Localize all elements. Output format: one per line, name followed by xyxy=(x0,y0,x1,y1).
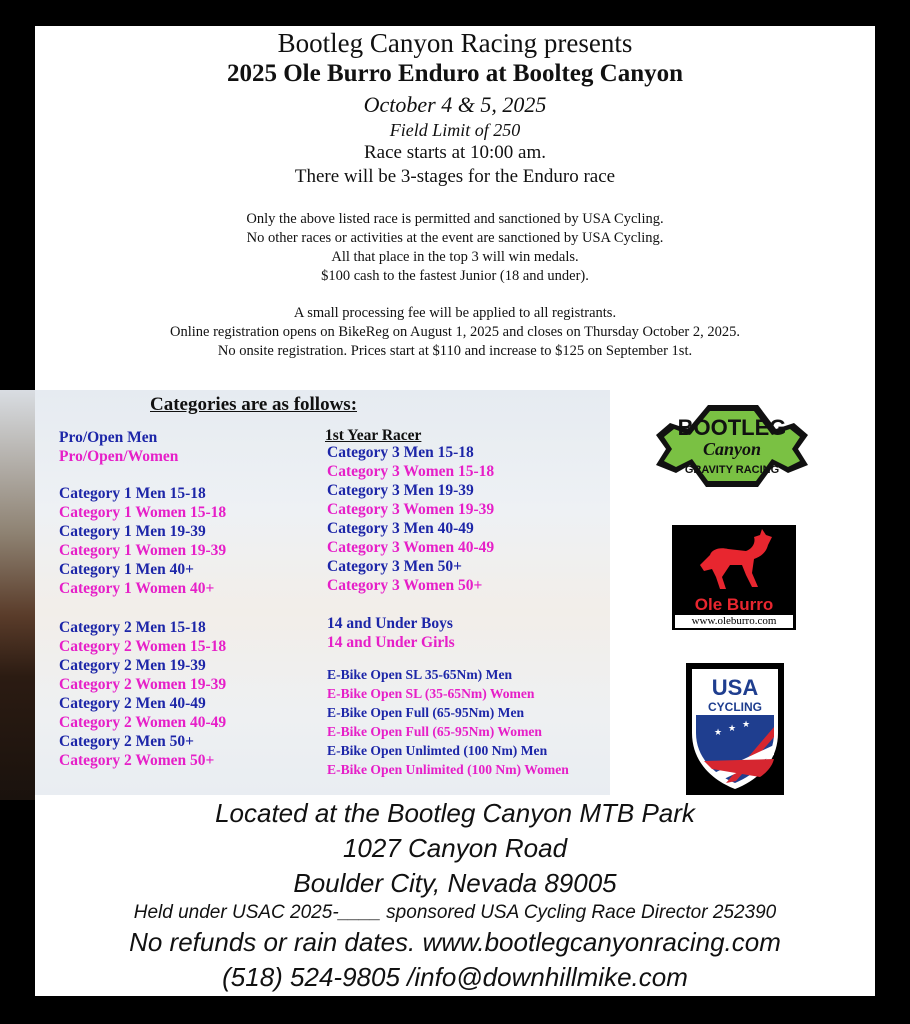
categories-panel xyxy=(35,390,610,795)
category-item: Category 3 Women 19-39 xyxy=(327,501,495,518)
category-item: Category 3 Men 40-49 xyxy=(327,520,474,537)
category-item: Category 1 Men 40+ xyxy=(59,561,194,578)
presents-line: Bootleg Canyon Racing presents xyxy=(277,28,633,58)
category-item: Category 2 Women 15-18 xyxy=(59,638,227,655)
category-item: Category 1 Women 19-39 xyxy=(59,542,227,559)
category-item: Category 3 Men 50+ xyxy=(327,558,462,575)
background-photo-edge xyxy=(0,390,35,800)
event-date: October 4 & 5, 2025 xyxy=(363,92,547,117)
cycling-text: CYCLING xyxy=(708,700,762,714)
race-stages: There will be 3-stages for the Enduro race xyxy=(294,166,616,187)
registration-line: No onsite registration. Prices start at $110 and increase to $125 on September 1st. xyxy=(217,343,693,359)
category-item: Category 2 Women 50+ xyxy=(59,752,215,769)
star-icon: ★ xyxy=(714,728,723,738)
category-item: E-Bike Open Full (65-95Nm) Men xyxy=(327,705,525,720)
category-item: E-Bike Open Unlimited (100 Nm) Women xyxy=(327,762,569,777)
category-item: E-Bike Open Full (65-95Nm) Women xyxy=(327,724,542,739)
note-line: Only the above listed race is permitted and sanctioned by USA Cycling. xyxy=(246,211,664,227)
category-item: E-Bike Open SL 35-65Nm) Men xyxy=(327,667,513,682)
category-item: Category 2 Men 19-39 xyxy=(59,657,206,674)
note-line: All that place in the top 3 will win medals. xyxy=(331,249,579,265)
usa-text: USA xyxy=(711,675,759,700)
ole-burro-logo xyxy=(672,525,796,630)
category-item: E-Bike Open Unlimted (100 Nm) Men xyxy=(327,743,548,758)
category-item: Category 2 Men 50+ xyxy=(59,733,194,750)
registration-line: A small processing fee will be applied to all registrants. xyxy=(293,305,617,321)
bootleg-mid-text: Canyon xyxy=(702,439,762,459)
category-item: Category 1 Women 15-18 xyxy=(59,504,227,521)
registration-line: Online registration opens on BikeReg on August 1, 2025 and closes on Thursday October 2, 2025. xyxy=(170,324,740,340)
category-item: E-Bike Open SL (35-65Nm) Women xyxy=(327,686,535,701)
first-year-heading: 1st Year Racer xyxy=(325,427,422,444)
category-item: Category 1 Women 40+ xyxy=(59,580,215,597)
city-line: Boulder City, Nevada 89005 xyxy=(293,868,617,898)
star-icon: ★ xyxy=(742,720,751,730)
category-item: Category 3 Men 15-18 xyxy=(327,444,474,461)
refunds-line: No refunds or rain dates. www.bootlegcanyonracing.com xyxy=(129,927,781,957)
category-item: Category 2 Men 40-49 xyxy=(59,695,206,712)
category-item: 14 and Under Girls xyxy=(327,634,455,651)
category-item: Category 3 Women 15-18 xyxy=(327,463,495,480)
bootleg-bottom-text: GRAVITY RACING xyxy=(684,464,780,476)
star-icon: ★ xyxy=(728,724,737,734)
street-line: 1027 Canyon Road xyxy=(342,833,568,863)
category-item: Category 2 Men 15-18 xyxy=(59,619,206,636)
category-item: Category 3 Women 40-49 xyxy=(327,539,495,556)
bootleg-top-text: BOOTLEG xyxy=(677,415,787,440)
event-title: 2025 Ole Burro Enduro at Boolteg Canyon xyxy=(226,60,684,87)
category-item: Category 1 Men 15-18 xyxy=(59,485,206,502)
note-line: $100 cash to the fastest Junior (18 and under). xyxy=(321,268,589,284)
bootleg-canyon-logo xyxy=(648,395,816,495)
location-line: Located at the Bootleg Canyon MTB Park xyxy=(215,798,695,828)
category-item: 14 and Under Boys xyxy=(327,615,453,632)
note-line: No other races or activities at the event are sanctioned by USA Cycling. xyxy=(246,230,664,246)
category-item: Category 1 Men 19-39 xyxy=(59,523,206,540)
category-item: Pro/Open Men xyxy=(59,429,158,446)
category-item: Category 2 Women 19-39 xyxy=(59,676,227,693)
ole-burro-url: www.oleburro.com xyxy=(675,615,793,628)
race-start: Race starts at 10:00 am. xyxy=(363,142,547,163)
category-item: Category 3 Women 50+ xyxy=(327,577,483,594)
burro-icon xyxy=(672,525,796,595)
usac-line: Held under USAC 2025-____ sponsored USA Cycling Race Director 252390 xyxy=(133,902,777,923)
ole-burro-name: Ole Burro xyxy=(694,595,774,614)
contact-line: (518) 524-9805 /info@downhillmike.com xyxy=(222,962,688,992)
category-item: Category 3 Men 19-39 xyxy=(327,482,474,499)
usa-cycling-logo xyxy=(686,663,784,795)
categories-heading: Categories are as follows: xyxy=(150,394,358,415)
category-item: Category 2 Women 40-49 xyxy=(59,714,227,731)
category-item: Pro/Open/Women xyxy=(59,448,179,465)
field-limit: Field Limit of 250 xyxy=(389,120,521,140)
